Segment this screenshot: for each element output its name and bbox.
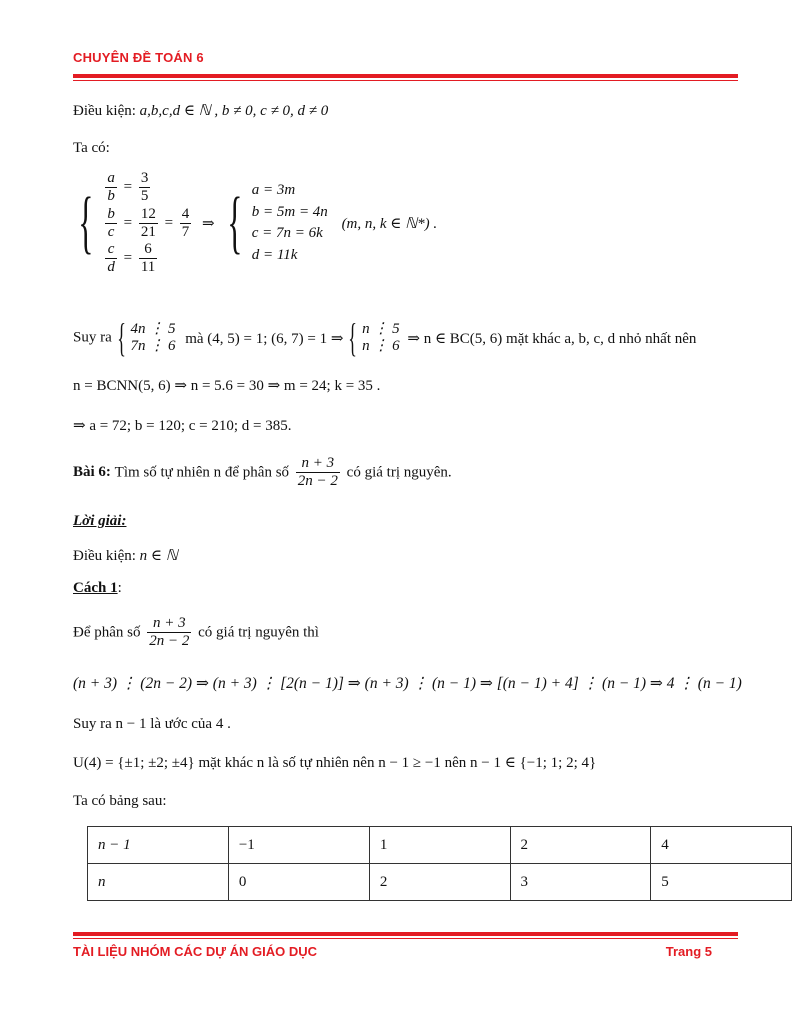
left-brace: { (78, 184, 94, 262)
exercise-6: Bài 6: Tìm số tự nhiên n để phân số $\frac{n + 3}{2n - 2}$ có giá trị nguyên. (73, 455, 452, 490)
method-1-heading: Cách 1: (73, 580, 122, 596)
left-brace: { (116, 315, 126, 360)
condition-label: Điều kiện: (73, 103, 136, 119)
ratio-row: $\frac{b}{c}$ = $\frac{12}{21}$ = $\frac{4}{7}$ (107, 205, 190, 240)
table-cell: 2 (369, 864, 510, 901)
ratio-row: $\frac{a}{b}$ = $\frac{3}{5}$ (107, 170, 149, 205)
page-number: Trang 5 (665, 944, 712, 959)
footer-rule-thin (73, 938, 738, 939)
table-intro: Ta có bảng sau: (73, 793, 167, 809)
ratio-row: $\frac{c}{d}$ = $\frac{6}{11}$ (107, 241, 156, 276)
fraction-condition: Để phân số $\frac{n + 3}{2n - 2}$ có giá trị nguyên thì (73, 615, 319, 650)
table-cell: n − 1 (88, 827, 229, 864)
table-cell: −1 (228, 827, 369, 864)
bcnn-line: n = BCNN(5, 6) ⇒ n = 5.6 = 30 ⇒ m = 24; k = 35 . (73, 378, 381, 394)
table-cell: 1 (369, 827, 510, 864)
footer-left: TÀI LIỆU NHÓM CÁC DỰ ÁN GIÁO DỤC (73, 944, 318, 959)
ta-co: Ta có: (73, 140, 110, 156)
result-line: ⇒ a = 72; b = 120; c = 210; d = 385. (73, 418, 292, 434)
footer-rule (73, 932, 738, 936)
suy-ra-line: Suy ra { 4n ⋮ 5 7n ⋮ 6 mà (4, 5) = 1; (6, 7) = 1 ⇒ { n ⋮ 5 n ⋮ 6 ⇒ n ∈ BC(5, 6) mặt khác a, b, c, d nhỏ nhất nên (73, 315, 697, 360)
left-brace: { (348, 315, 358, 360)
table-cell: n (88, 864, 229, 901)
table-row (88, 864, 792, 901)
divisor-set: U(4) = {±1; ±2; ±4} mặt khác n là số tự nhiên nên n − 1 ≥ −1 nên n − 1 ∈ {−1; 1; 2; 4} (73, 755, 597, 771)
divisibility-chain: (n + 3) ⋮ (2n − 2) ⇒ (n + 3) ⋮ [2(n − 1)] ⇒ (n + 3) ⋮ (n − 1) ⇒ [(n − 1) + 4] ⋮ (n − 1) ⇒ 4 ⋮ (n − 1) (73, 675, 742, 692)
table-cell: 0 (228, 864, 369, 901)
header-rule (73, 74, 738, 78)
exercise-label: Bài 6: (73, 464, 111, 481)
ratio-system (102, 170, 194, 277)
result-system: a = 3m b = 5m = 4n c = 7n = 6k d = 11k (251, 181, 328, 263)
condition-math: a,b,c,d ∈ ℕ , b ≠ 0, c ≠ 0, d ≠ 0 (139, 103, 329, 119)
condition-line-2: Điều kiện: n ∈ ℕ (73, 548, 178, 564)
divisor-statement: Suy ra n − 1 là ước của 4 . (73, 716, 231, 732)
left-brace: { (227, 184, 243, 262)
condition-line (73, 101, 328, 120)
value-table (87, 826, 792, 901)
table-cell: 5 (651, 864, 792, 901)
implies-symbol: ⇒ (202, 215, 215, 232)
header-title: CHUYÊN ĐỀ TOÁN 6 (73, 50, 204, 65)
table-row (88, 827, 792, 864)
table-cell: 4 (651, 827, 792, 864)
system-block (73, 170, 437, 277)
solution-heading: Lời giải: (73, 513, 127, 529)
table-cell: 3 (510, 864, 651, 901)
table-cell: 2 (510, 827, 651, 864)
result-condition: (m, n, k ∈ ℕ*) . (341, 215, 438, 232)
header-rule-thin (73, 80, 738, 81)
